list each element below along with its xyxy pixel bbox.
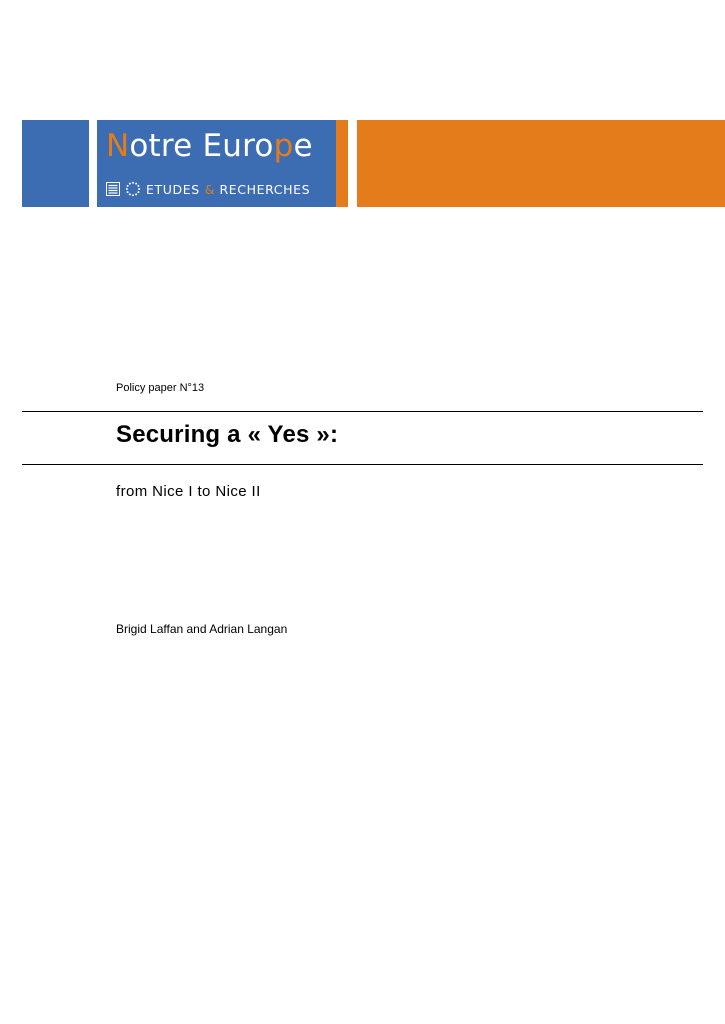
- logo-subtitle-etudes: ETUDES: [146, 181, 200, 197]
- book-icon: [106, 182, 120, 196]
- logo-subtitle-ampersand: &: [204, 181, 215, 197]
- logo-title-e: e: [293, 128, 313, 164]
- logo-subtitle-recherches: RECHERCHES: [219, 181, 311, 197]
- document-title: Securing a « Yes »:: [116, 421, 339, 448]
- title-rule-bottom: [22, 464, 703, 465]
- notre-europe-logo: [97, 120, 336, 207]
- logo-title: [106, 128, 313, 164]
- document-subtitle: from Nice I to Nice II: [116, 483, 261, 500]
- header-band-left: [22, 120, 89, 207]
- policy-paper-number: Policy paper N°13: [116, 382, 205, 394]
- title-rule-top: [22, 411, 703, 412]
- header-band-stripe: [336, 120, 348, 207]
- logo-title-p: p: [273, 128, 294, 164]
- logo-title-n: N: [106, 128, 130, 164]
- header-band-right: [357, 120, 725, 207]
- eu-stars-icon: [125, 181, 141, 197]
- logo-subtitle: [106, 180, 310, 198]
- document-authors: Brigid Laffan and Adrian Langan: [116, 622, 288, 636]
- logo-title-otre-euro: otre Euro: [129, 128, 274, 164]
